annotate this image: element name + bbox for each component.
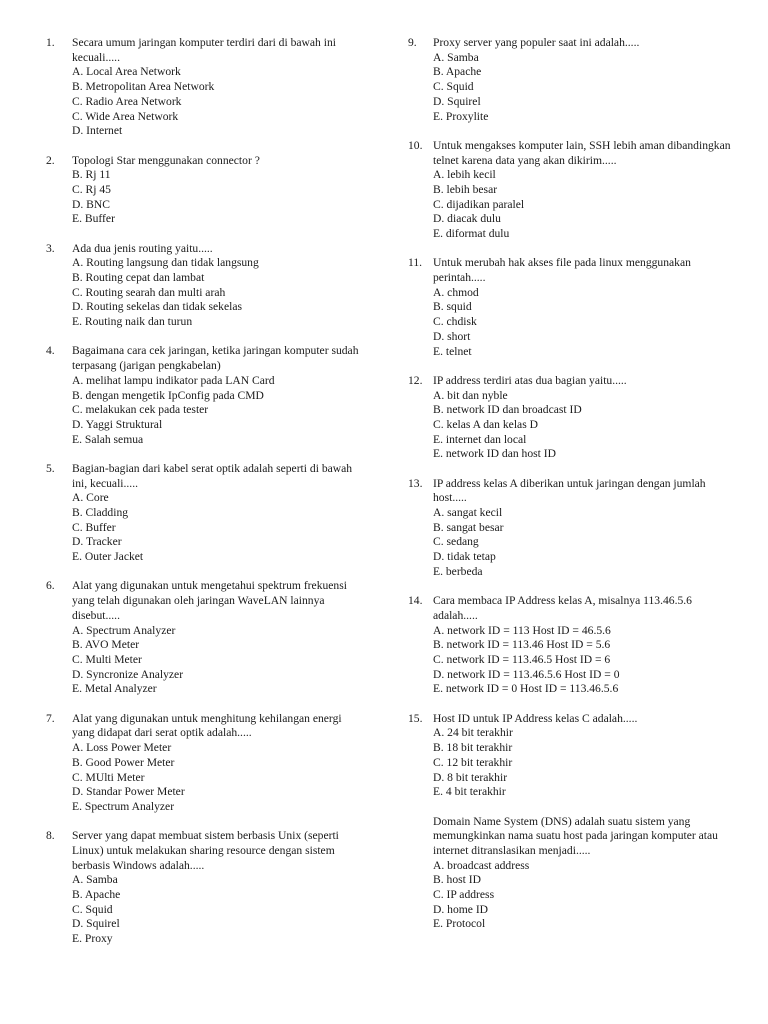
question-number: 7. <box>46 711 55 725</box>
answer-option: D. 8 bit terakhir <box>433 770 508 784</box>
question-text: IP address terdiri atas dua bagian yaitu..... <box>433 373 627 387</box>
answer-option: B. Good Power Meter <box>72 755 175 769</box>
question-number: 10. <box>408 138 423 152</box>
answer-options <box>72 374 366 448</box>
question-text: Proxy server yang populer saat ini adalah..... <box>433 36 640 49</box>
question-number: 15. <box>408 711 423 725</box>
answer-option: C. Squid <box>433 80 474 94</box>
answer-option: D. Squirel <box>72 917 120 931</box>
question-item <box>46 242 366 330</box>
answer-option: E. Outer Jacket <box>72 550 144 564</box>
answer-option: B. Rj 11 <box>72 168 111 182</box>
question-item <box>408 712 733 800</box>
answer-option: B. 18 bit terakhir <box>433 741 513 755</box>
question-number: 12. <box>408 373 423 387</box>
answer-option: B. lebih besar <box>433 182 498 196</box>
answer-option: C. 12 bit terakhir <box>433 755 513 769</box>
question-number: 3. <box>46 241 55 255</box>
answer-option: C. Wide Area Network <box>72 109 179 123</box>
answer-option: B. network ID = 113.46 Host ID = 5.6 <box>433 638 611 652</box>
answer-option: B. squid <box>433 300 472 314</box>
question-number: 5. <box>46 461 55 475</box>
answer-option: D. Squirel <box>433 94 481 108</box>
answer-option: D. Tracker <box>72 535 122 549</box>
answer-options <box>72 256 366 330</box>
answer-option: A. Samba <box>72 873 118 887</box>
answer-option: E. Routing naik dan turun <box>72 315 193 329</box>
answer-option: C. Multi Meter <box>72 652 142 666</box>
answer-options <box>433 624 733 698</box>
answer-option: B. Cladding <box>72 506 129 520</box>
answer-option: E. internet dan local <box>433 432 527 446</box>
answer-option: E. Protocol <box>433 917 486 931</box>
answer-options <box>433 168 733 242</box>
answer-option: A. Routing langsung dan tidak langsung <box>72 256 259 270</box>
answer-options <box>433 51 733 125</box>
answer-option: A. sangat kecil <box>433 506 503 520</box>
question-number: 13. <box>408 476 423 490</box>
answer-option: C. MUlti Meter <box>72 770 145 784</box>
question-number: 6. <box>46 579 55 593</box>
question-item <box>408 139 733 242</box>
question-text: Bagian-bagian dari kabel serat optik adalah seperti di bawah ini, kecuali..... <box>72 461 353 490</box>
question-item <box>408 36 733 124</box>
answer-option: B. host ID <box>433 873 481 887</box>
answer-option: C. melakukan cek pada tester <box>72 403 209 417</box>
answer-option: B. dengan mengetik IpConfig pada CMD <box>72 388 264 402</box>
answer-option: E. telnet <box>433 344 472 358</box>
answer-option: B. AVO Meter <box>72 638 140 652</box>
question-text: Server yang dapat membuat sistem berbasis Unix (seperti Linux) untuk melakukan sharing resource dengan sistem berbasis Windows adalah..... <box>72 829 339 872</box>
answer-option: A. lebih kecil <box>433 168 496 182</box>
answer-option: E. diformat dulu <box>433 227 510 241</box>
answer-option: E. Salah semua <box>72 432 144 446</box>
question-number: 11. <box>408 256 423 270</box>
question-item <box>46 829 366 947</box>
question-number: 8. <box>46 829 55 843</box>
question-item <box>408 374 733 462</box>
answer-option: B. Apache <box>72 888 121 902</box>
question-item <box>46 579 366 697</box>
answer-option: D. diacak dulu <box>433 212 501 226</box>
answer-options <box>72 741 366 815</box>
answer-options <box>72 491 366 565</box>
answer-option: B. Metropolitan Area Network <box>72 80 215 94</box>
question-text: Untuk merubah hak akses file pada linux menggunakan perintah..... <box>433 256 691 285</box>
answer-option: C. Routing searah dan multi arah <box>72 285 226 299</box>
question-text: Bagaimana cara cek jaringan, ketika jaringan komputer sudah terpasang (jarigan pengkabelan) <box>72 344 359 373</box>
answer-option: D. tidak tetap <box>433 550 496 564</box>
question-number: 9. <box>408 36 417 49</box>
question-text: Alat yang digunakan untuk menghitung kehilangan energi yang didapat dari serat optik adalah..... <box>72 711 342 740</box>
answer-option: C. Buffer <box>72 520 116 534</box>
question-item <box>46 344 366 447</box>
answer-option: E. Metal Analyzer <box>72 682 157 696</box>
answer-option: A. Core <box>72 491 109 505</box>
answer-option: B. network ID dan broadcast ID <box>433 403 582 417</box>
answer-option: B. sangat besar <box>433 520 504 534</box>
answer-options <box>72 168 366 227</box>
question-number: 4. <box>46 344 55 358</box>
answer-option: E. Proxylite <box>433 109 489 123</box>
question-text: Ada dua jenis routing yaitu..... <box>72 241 213 255</box>
answer-option: C. dijadikan paralel <box>433 197 525 211</box>
question-item <box>408 256 733 359</box>
question-text: IP address kelas A diberikan untuk jaringan dengan jumlah host..... <box>433 476 706 505</box>
answer-option: A. Loss Power Meter <box>72 741 172 755</box>
answer-option: A. network ID = 113 Host ID = 46.5.6 <box>433 623 611 637</box>
answer-option: E. Proxy <box>72 932 113 946</box>
question-number: 1. <box>46 36 55 49</box>
answer-option: C. sedang <box>433 535 479 549</box>
answer-option: C. Rj 45 <box>72 182 111 196</box>
answer-option: D. Standar Power Meter <box>72 785 185 799</box>
answer-option: D. network ID = 113.46.5.6 Host ID = 0 <box>433 667 620 681</box>
question-text: Host ID untuk IP Address kelas C adalah..... <box>433 711 638 725</box>
answer-option: E. network ID dan host ID <box>433 447 556 461</box>
question-item <box>46 462 366 565</box>
answer-option: A. 24 bit terakhir <box>433 726 513 740</box>
answer-option: A. melihat lampu indikator pada LAN Card <box>72 373 275 387</box>
question-text: Cara membaca IP Address kelas A, misalnya 113.46.5.6 adalah..... <box>433 594 692 622</box>
left-column <box>46 36 366 961</box>
answer-option: B. Apache <box>433 65 482 79</box>
answer-option: C. Squid <box>72 902 113 916</box>
question-item <box>408 594 733 697</box>
answer-option: C. chdisk <box>433 315 477 329</box>
answer-options <box>433 506 733 580</box>
answer-options <box>433 286 733 360</box>
answer-option: A. bit dan nyble <box>433 388 508 402</box>
answer-option: C. kelas A dan kelas D <box>433 417 538 431</box>
question-text: Topologi Star menggunakan connector ? <box>72 153 260 167</box>
answer-option: D. Routing sekelas dan tidak sekelas <box>72 300 243 314</box>
question-number: 2. <box>46 153 55 167</box>
answer-option: D. Syncronize Analyzer <box>72 667 184 681</box>
answer-option: E. network ID = 0 Host ID = 113.46.5.6 <box>433 682 619 696</box>
answer-option: E. Buffer <box>72 212 115 226</box>
answer-option: C. network ID = 113.46.5 Host ID = 6 <box>433 652 611 666</box>
answer-option: B. Routing cepat dan lambat <box>72 271 205 285</box>
answer-options <box>433 389 733 463</box>
answer-option: D. Internet <box>72 124 123 138</box>
answer-option: D. short <box>433 329 471 343</box>
answer-option: A. chmod <box>433 285 479 299</box>
answer-options <box>72 624 366 698</box>
question-item <box>46 712 366 815</box>
question-item <box>46 36 366 139</box>
answer-option: A. Local Area Network <box>72 65 181 79</box>
question-text: Alat yang digunakan untuk mengetahui spektrum frekuensi yang telah digunakan oleh jaringan WaveLAN lainnya disebut..... <box>72 579 347 622</box>
answer-options <box>72 873 366 947</box>
answer-option: A. Spectrum Analyzer <box>72 623 176 637</box>
answer-option: D. BNC <box>72 197 111 211</box>
answer-options <box>433 859 733 933</box>
answer-option: A. Samba <box>433 50 479 64</box>
answer-option: E. 4 bit terakhir <box>433 785 506 799</box>
answer-option: E. Spectrum Analyzer <box>72 799 175 813</box>
answer-option: A. broadcast address <box>433 858 530 872</box>
question-item <box>46 154 366 228</box>
answer-option: C. IP address <box>433 888 495 902</box>
question-text: Secara umum jaringan komputer terdiri dari di bawah ini kecuali..... <box>72 36 336 64</box>
question-item <box>408 815 733 933</box>
answer-option: D. home ID <box>433 902 489 916</box>
answer-options <box>433 726 733 800</box>
right-column <box>408 36 733 947</box>
answer-options <box>72 65 366 139</box>
question-text: Untuk mengakses komputer lain, SSH lebih aman dibandingkan telnet karena data yang akan dikirim..... <box>433 138 731 167</box>
answer-option: C. Radio Area Network <box>72 94 182 108</box>
question-item <box>408 477 733 580</box>
answer-option: D. Yaggi Struktural <box>72 417 163 431</box>
answer-option: E. berbeda <box>433 564 483 578</box>
question-number: 14. <box>408 594 423 608</box>
question-text: Domain Name System (DNS) adalah suatu sistem yang memungkinkan nama suatu host pada jaringan komputer atau internet ditranslasikan menjadi..... <box>433 814 718 857</box>
